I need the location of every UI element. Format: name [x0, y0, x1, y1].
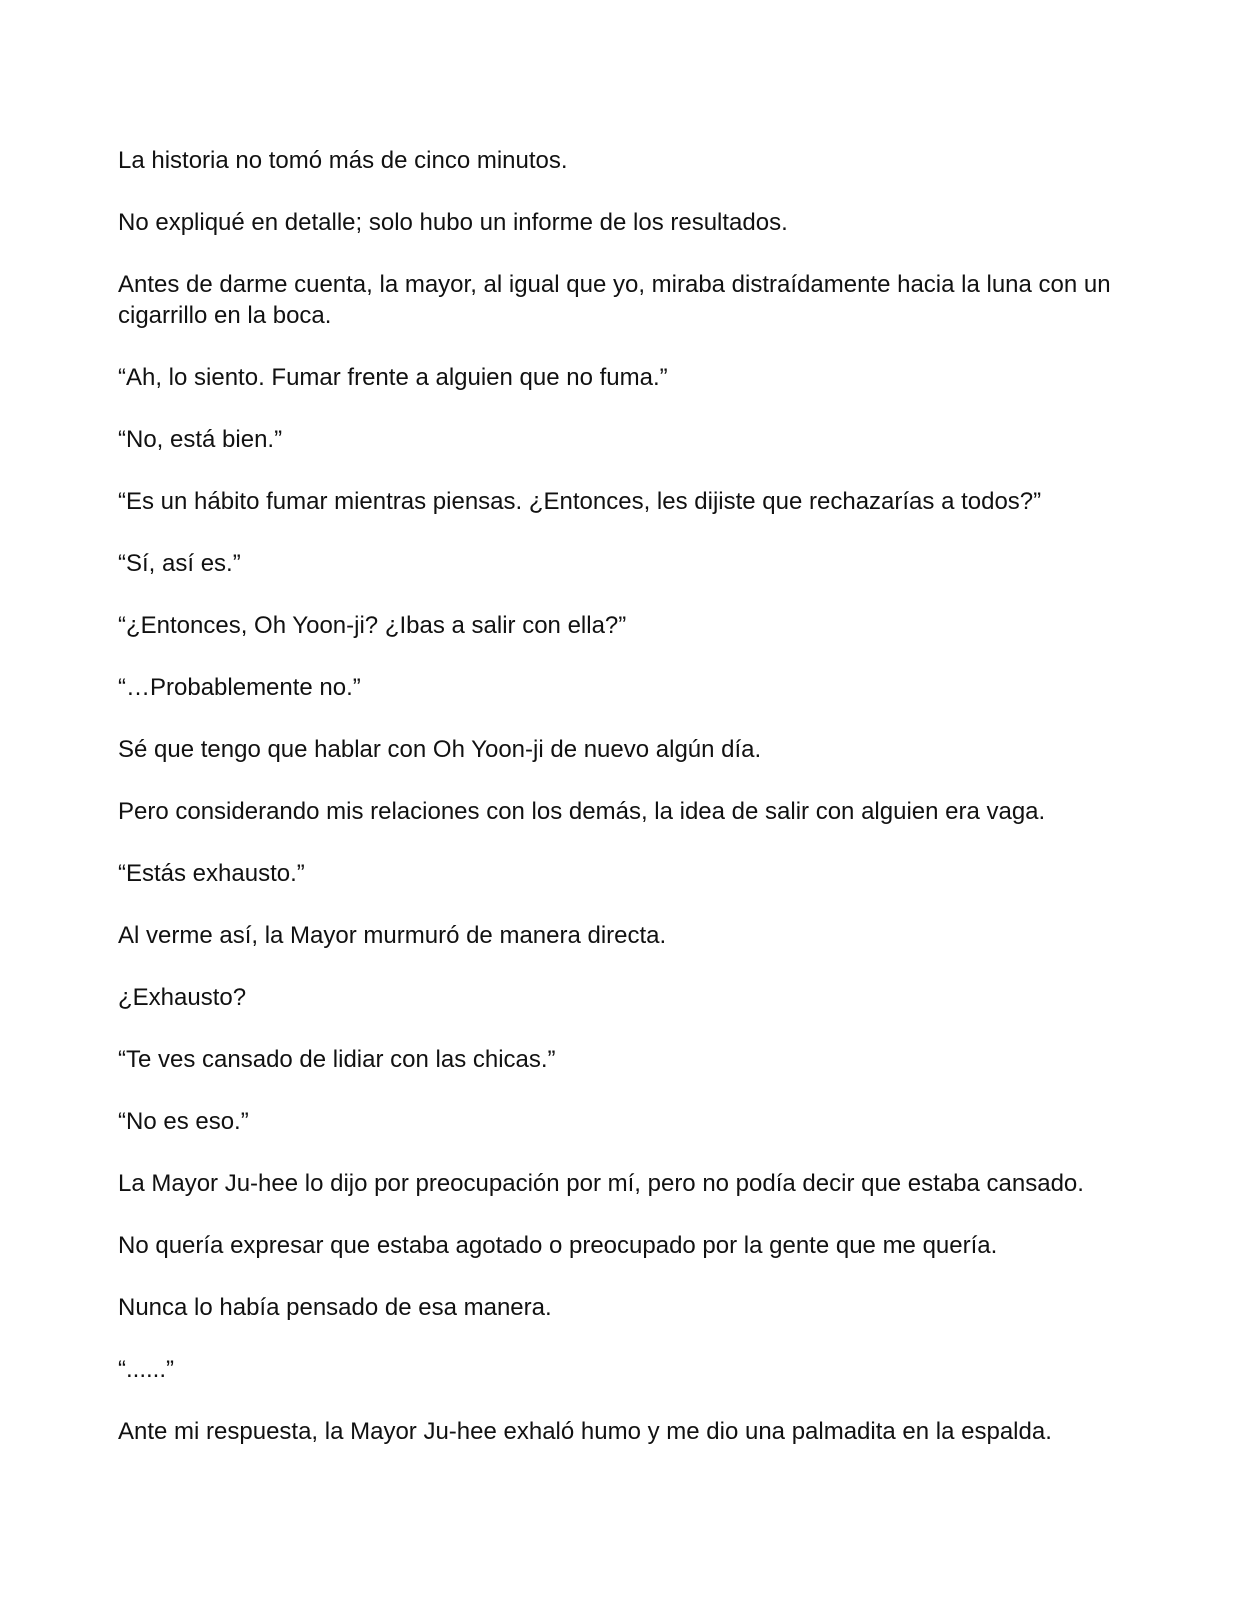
paragraph-5: “No, está bien.”	[118, 426, 283, 453]
paragraph-14: ¿Exhausto?	[118, 984, 247, 1011]
paragraph-16: “No es eso.”	[118, 1108, 249, 1135]
paragraph-18: No quería expresar que estaba agotado o preocupado por la gente que me quería.	[118, 1232, 998, 1259]
paragraph-15: “Te ves cansado de lidiar con las chicas.”	[118, 1046, 556, 1073]
paragraph-4: “Ah, lo siento. Fumar frente a alguien que no fuma.”	[118, 364, 668, 391]
paragraph-9: “…Probablemente no.”	[118, 674, 361, 701]
paragraph-19: Nunca lo había pensado de esa manera.	[118, 1294, 552, 1321]
paragraph-12: “Estás exhausto.”	[118, 860, 305, 887]
paragraph-6: “Es un hábito fumar mientras piensas. ¿Entonces, les dijiste que rechazarías a todos?”	[118, 488, 1042, 515]
paragraph-20: “......”	[118, 1356, 174, 1383]
paragraph-2: No expliqué en detalle; solo hubo un informe de los resultados.	[118, 209, 788, 236]
paragraph-17: La Mayor Ju-hee lo dijo por preocupación por mí, pero no podía decir que estaba cansado.	[118, 1170, 1084, 1197]
paragraph-1: La historia no tomó más de cinco minutos.	[118, 147, 568, 174]
document-body	[118, 145, 1128, 1447]
paragraph-3: Antes de darme cuenta, la mayor, al igual que yo, miraba distraídamente hacia la luna con un cigarrillo en la boca.	[118, 271, 1111, 329]
paragraph-11: Pero considerando mis relaciones con los demás, la idea de salir con alguien era vaga.	[118, 798, 1046, 825]
paragraph-21: Ante mi respuesta, la Mayor Ju-hee exhaló humo y me dio una palmadita en la espalda.	[118, 1418, 1052, 1445]
paragraph-10: Sé que tengo que hablar con Oh Yoon-ji de nuevo algún día.	[118, 736, 762, 763]
paragraph-8: “¿Entonces, Oh Yoon-ji? ¿Ibas a salir con ella?”	[118, 612, 627, 639]
paragraph-7: “Sí, así es.”	[118, 550, 241, 577]
paragraph-13: Al verme así, la Mayor murmuró de manera directa.	[118, 922, 667, 949]
